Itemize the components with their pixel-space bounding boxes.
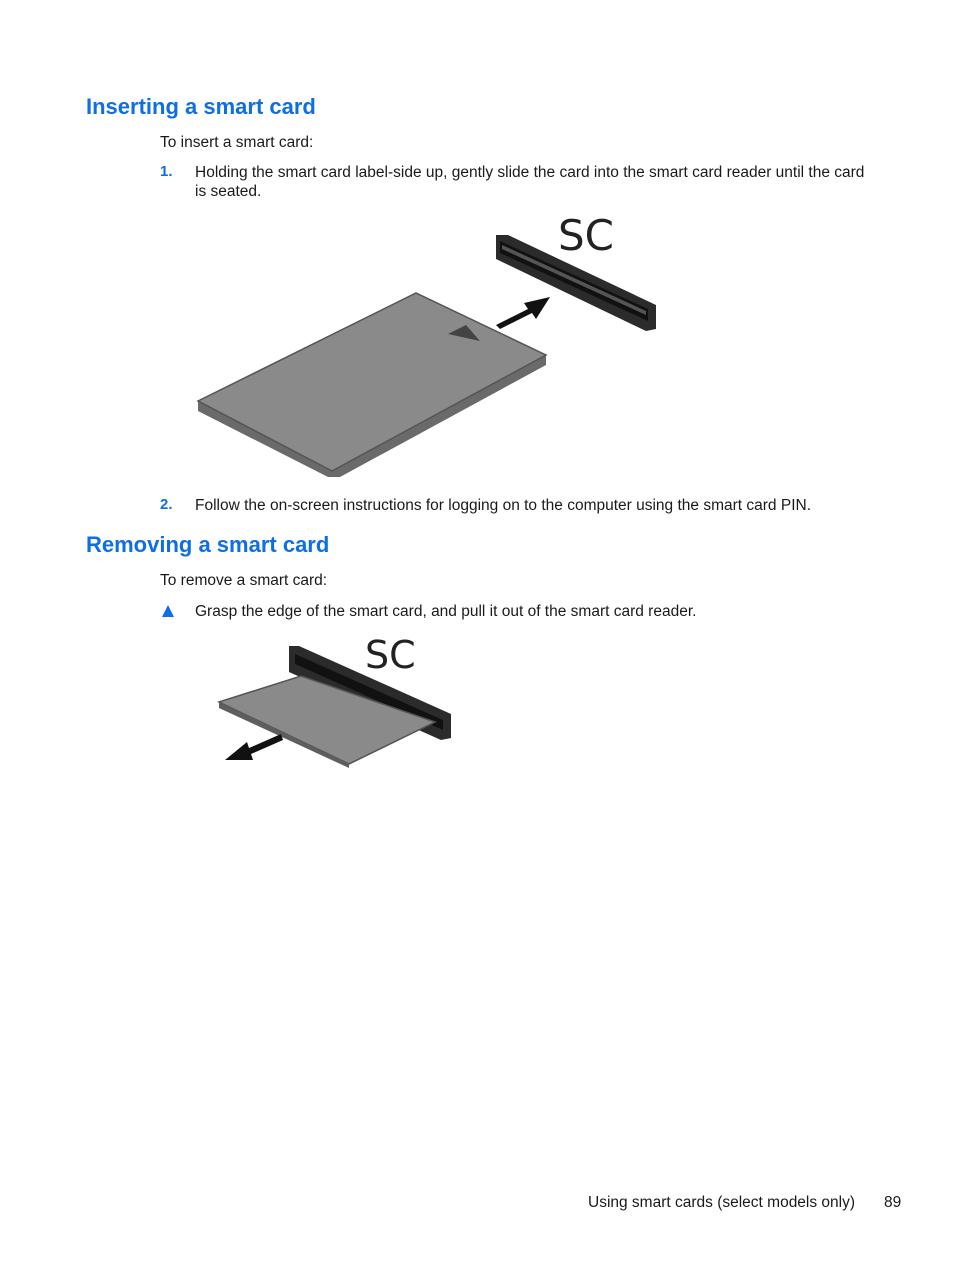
footer-chapter: Using smart cards (select models only) <box>588 1194 856 1211</box>
smart-card <box>198 293 546 477</box>
remove-step-text: Grasp the edge of the smart card, and pull it out of the smart card reader. <box>195 603 697 620</box>
insert-card-illustration <box>190 205 670 490</box>
step-number-2: 2. <box>160 496 173 513</box>
remove-card-illustration <box>215 630 465 775</box>
smart-card-2 <box>219 676 435 768</box>
sc-label: SC <box>558 211 614 260</box>
sc-label-2: SC <box>365 633 416 677</box>
remove-arrow-icon <box>225 734 283 760</box>
section-heading-removing: Removing a smart card <box>86 532 330 557</box>
step-1-line-2: is seated. <box>195 183 262 200</box>
step-1-text <box>195 163 905 201</box>
triangle-bullet-icon <box>162 605 174 617</box>
insert-arrow-icon <box>496 297 550 329</box>
step-2-text: Follow the on-screen instructions for logging on to the computer using the smart card PIN. <box>195 497 811 514</box>
insert-intro: To insert a smart card: <box>160 134 314 151</box>
section-heading-inserting: Inserting a smart card <box>86 94 316 119</box>
step-1-line-1: Holding the smart card label-side up, gently slide the card into the smart card reader until the card <box>195 164 865 181</box>
page-number: 89 <box>884 1194 902 1211</box>
step-number-1: 1. <box>160 163 173 180</box>
remove-intro: To remove a smart card: <box>160 572 328 589</box>
